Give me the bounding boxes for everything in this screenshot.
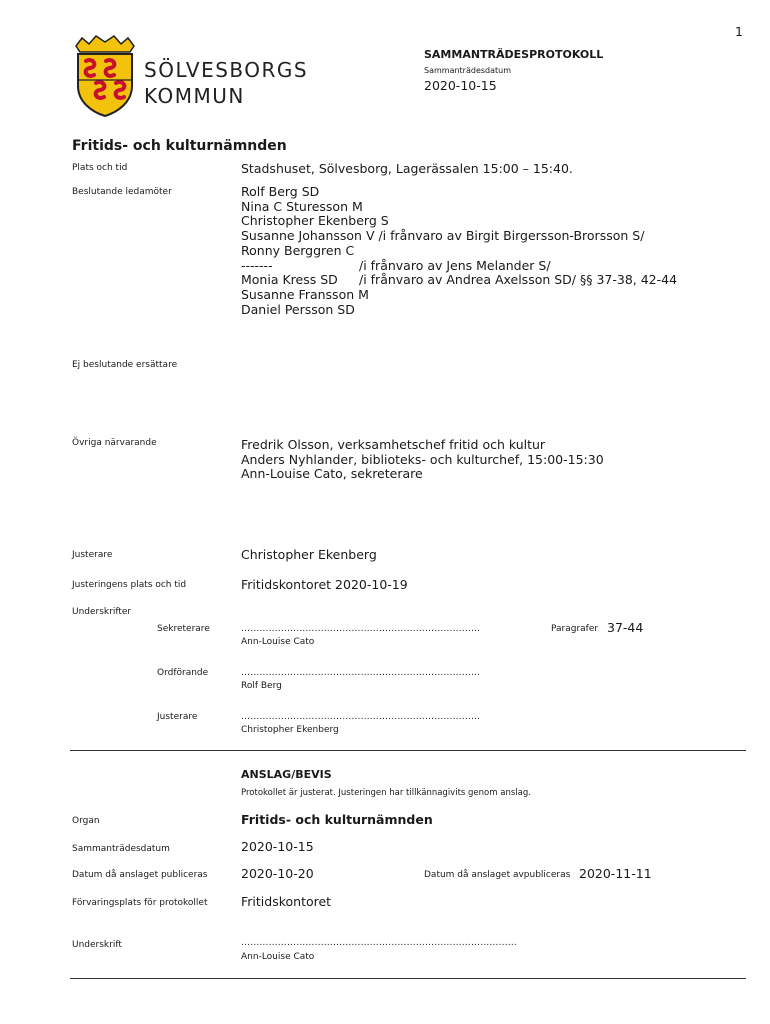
place-label: Plats och tid <box>72 163 128 173</box>
unpublished-value: 2020-11-11 <box>579 866 652 881</box>
voting-member: Christopher Ekenberg S <box>241 213 389 229</box>
organ-label: Organ <box>72 816 100 826</box>
others-label: Övriga närvarande <box>72 438 157 448</box>
section-divider <box>70 750 746 751</box>
voting-members-label: Beslutande ledamöter <box>72 187 172 197</box>
paragraphs-label: Paragrafer <box>551 624 599 634</box>
adjust-place-value: Fritidskontoret 2020-10-19 <box>241 577 408 592</box>
adjuster-label: Justerare <box>72 550 113 560</box>
coat-of-arms-icon <box>72 34 138 118</box>
voting-member: Susanne Fransson M <box>241 286 369 302</box>
logo-name-line1: SÖLVESBORGS <box>144 58 309 82</box>
place-value: Stadshuset, Sölvesborg, Lagerässalen 15:00 – 15:40. <box>241 161 573 176</box>
document-type: SAMMANTRÄDESPROTOKOLL <box>424 48 604 61</box>
header-date-label: Sammanträdesdatum <box>424 66 512 75</box>
signatures-label: Underskrifter <box>72 607 132 617</box>
paragraphs-value: 37-44 <box>607 620 644 635</box>
voting-member: Ronny Berggren C <box>241 242 355 258</box>
secretary-label: Sekreterare <box>157 624 210 634</box>
adjuster-value: Christopher Ekenberg <box>241 547 377 562</box>
other-attendee: Ann-Louise Cato, sekreterare <box>241 466 423 482</box>
voting-member: Susanne Johansson V /i frånvaro av Birgit Birgersson-Brorsson S/ <box>241 228 645 244</box>
published-label: Datum då anslaget publiceras <box>72 870 208 880</box>
secretary-name: Ann-Louise Cato <box>241 637 315 647</box>
chair-signature-line: …………………………………………………………………… <box>241 668 481 678</box>
voting-member-kress-row <box>241 272 678 288</box>
voting-member: Rolf Berg SD <box>241 184 320 199</box>
adjuster-signature-line: …………………………………………………………………… <box>241 712 481 722</box>
other-attendee: Fredrik Olsson, verksamhetschef fritid och kultur <box>241 437 546 452</box>
published-value: 2020-10-20 <box>241 866 314 881</box>
member-dash: ------- <box>241 257 273 273</box>
secretary-signature-line: …………………………………………………………………… <box>241 624 481 634</box>
committee-heading: Fritids- och kulturnämnden <box>72 138 287 154</box>
page-number: 1 <box>735 24 743 39</box>
municipality-logo <box>72 34 312 118</box>
chair-label: Ordförande <box>157 668 209 678</box>
notice-title: ANSLAG/BEVIS <box>241 768 332 781</box>
notice-signature-label: Underskrift <box>72 940 122 950</box>
member-kress-note: /i frånvaro av Andrea Axelsson SD/ §§ 37-38, 42-44 <box>359 272 678 288</box>
voting-members-list <box>241 184 678 317</box>
notice-text: Protokollet är justerat. Justeringen har tillkännagivits genom anslag. <box>241 788 531 798</box>
header-date-value: 2020-10-15 <box>424 78 497 93</box>
voting-member-dash-row <box>241 259 644 274</box>
logo-name-line2: KOMMUN <box>144 84 245 108</box>
voting-member: Daniel Persson SD <box>241 301 355 317</box>
nonvoting-label: Ej beslutande ersättare <box>72 360 178 370</box>
notice-date-label: Sammanträdesdatum <box>72 844 170 854</box>
adjust-place-label: Justeringens plats och tid <box>72 580 187 590</box>
notice-signature-name: Ann-Louise Cato <box>241 952 315 962</box>
unpublished-label: Datum då anslaget avpubliceras <box>424 870 571 880</box>
adjuster-name: Christopher Ekenberg <box>241 725 339 735</box>
organ-value: Fritids- och kulturnämnden <box>241 812 433 827</box>
adjuster-sign-label: Justerare <box>157 712 198 722</box>
others-list <box>241 438 604 482</box>
chair-name: Rolf Berg <box>241 681 282 691</box>
storage-label: Förvaringsplats för protokollet <box>72 898 208 908</box>
voting-member: Nina C Sturesson M <box>241 198 363 214</box>
other-attendee: Anders Nyhlander, biblioteks- och kulturchef, 15:00-15:30 <box>241 451 604 467</box>
storage-value: Fritidskontoret <box>241 894 332 909</box>
notice-date-value: 2020-10-15 <box>241 839 314 854</box>
member-dash-note: /i frånvaro av Jens Melander S/ <box>359 257 551 273</box>
member-kress: Monia Kress SD <box>241 272 338 288</box>
notice-signature-line: ……………………………………………………………………………… <box>241 938 517 948</box>
bottom-divider <box>70 978 746 979</box>
